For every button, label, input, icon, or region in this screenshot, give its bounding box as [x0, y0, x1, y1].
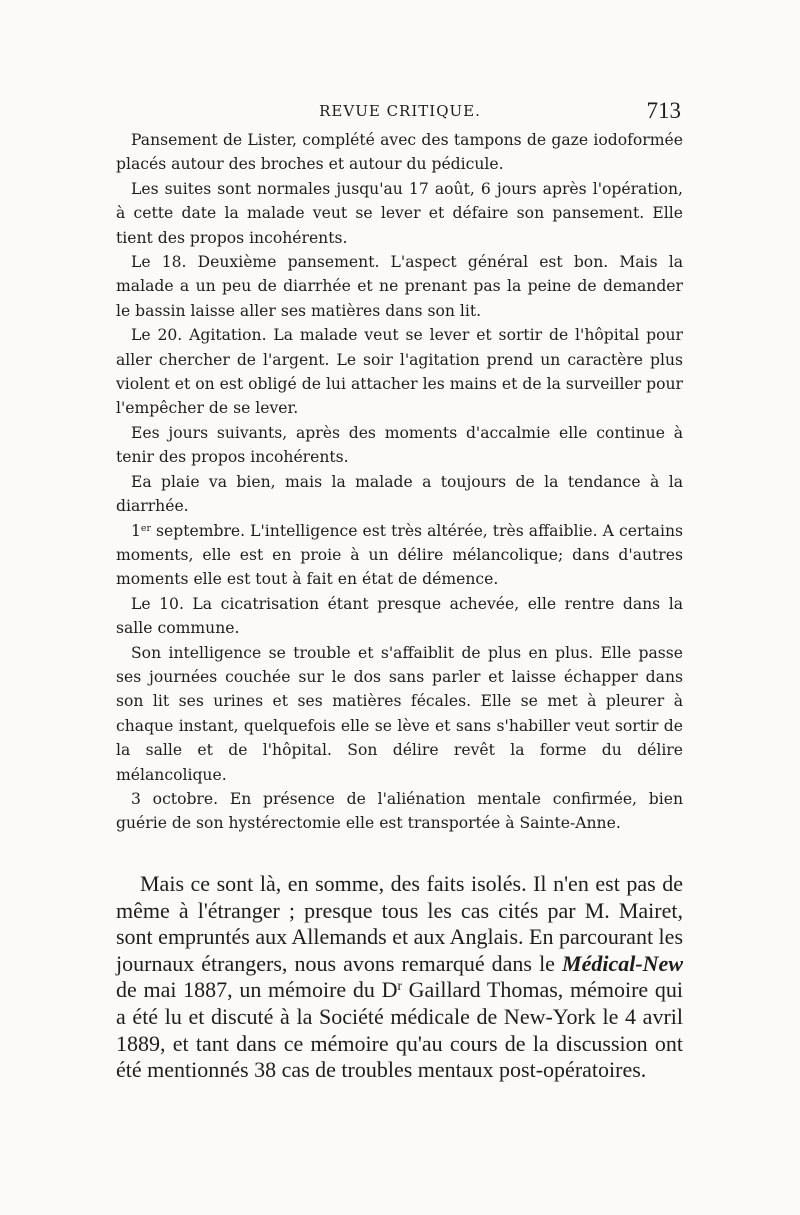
main-text — [116, 871, 683, 1084]
page-number: 713 — [646, 98, 681, 123]
note-paragraph: Les suites sont normales jusqu'au 17 août, 6 jours après l'opération, à cette date la malade veut se lever et défaire son pansement. Elle tient des propos incohérents. — [116, 179, 683, 247]
doctor-superscript: r — [397, 978, 402, 994]
main-text-part: Mais ce sont là, en somme, des faits isolés. Il n'en est pas de même à l'étranger ; presque tous les cas cités par M. Mairet, sont empruntés aux Allemands et aux Anglais. En parcourant les journaux étrangers, nous avons remarqué dans le — [116, 871, 683, 976]
running-head: REVUE CRITIQUE. — [319, 102, 481, 120]
note-paragraph: Son intelligence se trouble et s'affaiblit de plus en plus. Elle passe ses journées couchée sur le dos sans parler et laisse échapper dans son lit ses urines et ses matières fécales. Elle se met à pleurer à chaque instant, quelquefois elle se lève et sans s'habiller veut sortir de la salle et de l'hôpital. Son délire revêt la forme du délire mélancolique. — [116, 643, 683, 784]
note-date-superscript: er — [140, 522, 151, 534]
note-text: septembre. L'intelligence est très altérée, très affaiblie. A certains moments, elle est en proie à un délire mélancolique; dans d'autres moments elle est tout à fait en état de démence. — [116, 521, 683, 589]
main-text-part: de mai 1887, un mémoire du D — [116, 977, 398, 1003]
main-paragraph — [116, 871, 683, 1084]
main-text-part: Gaillard Thomas, mémoire qui a été lu et discuté à la Société médicale de New-York le 4 avril 1889, et tant dans ce mémoire qu'au cours de la discussion ont été mentionnés 38 cas de troubles mentaux post-opératoires. — [116, 977, 683, 1083]
note-date-number: 1 — [131, 521, 141, 540]
note-paragraph — [116, 519, 683, 592]
note-paragraph: Pansement de Lister, complété avec des tampons de gaze iodoformée placés autour des broches et autour du pédicule. — [116, 131, 683, 174]
case-notes — [116, 128, 683, 836]
note-paragraph: Le 18. Deuxième pansement. L'aspect général est bon. Mais la malade a un peu de diarrhée et ne prenant pas la peine de demander le bassin laisse aller ses matières dans son lit. — [116, 253, 683, 320]
page-header — [115, 98, 685, 128]
note-paragraph: Le 20. Agitation. La malade veut se lever et sortir de l'hôpital pour aller chercher de l'argent. Le soir l'agitation prend un caractère plus violent et on est obligé de lui attacher les mains et de la surveiller pour l'empêcher de se lever. — [116, 326, 683, 418]
note-paragraph: Ea plaie va bien, mais la malade a toujours de la tendance à la diarrhée. — [116, 472, 683, 516]
note-paragraph: Le 10. La cicatrisation étant presque achevée, elle rentre dans la salle commune. — [116, 594, 683, 638]
note-paragraph: Ees jours suivants, après des moments d'accalmie elle continue à tenir des propos incohérents. — [116, 423, 683, 467]
note-paragraph: 3 octobre. En présence de l'aliénation mentale confirmée, bien guérie de son hystérectomie elle est transportée à Sainte-Anne. — [116, 789, 683, 833]
journal-title: Médical-New — [562, 950, 683, 976]
